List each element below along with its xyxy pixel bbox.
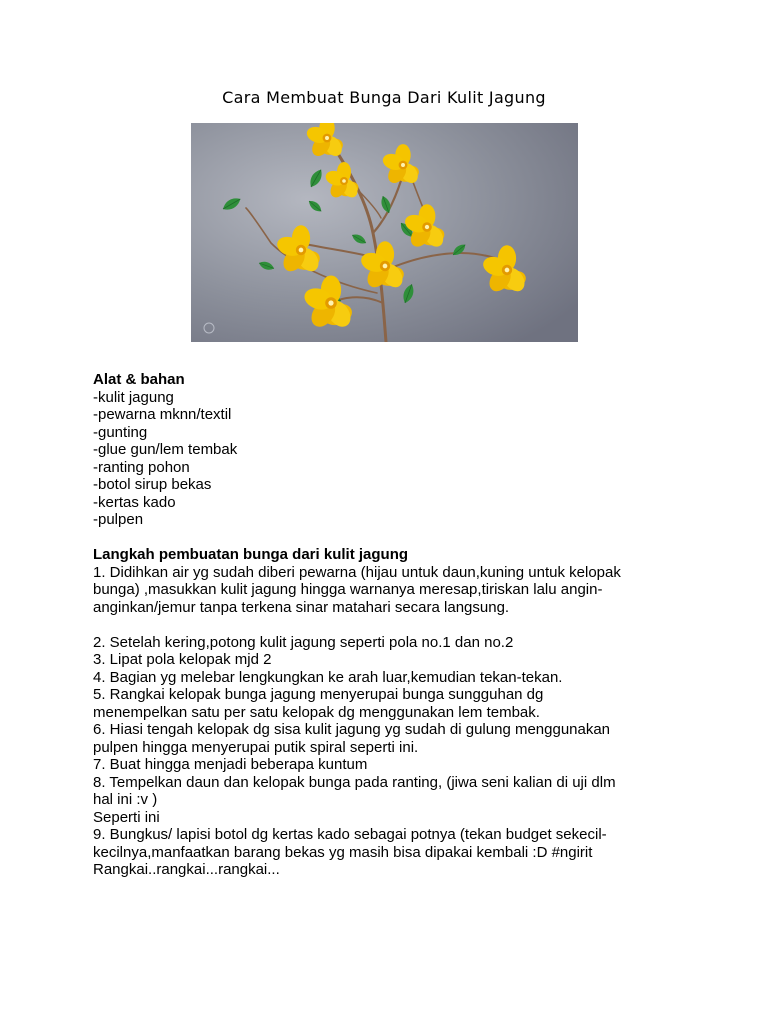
material-item: -gunting <box>93 423 148 441</box>
document-title: Cara Membuat Bunga Dari Kulit Jagung <box>222 88 546 107</box>
step-line: 9. Bungkus/ lapisi botol dg kertas kado sebagai potnya (tekan budget sekecil- <box>93 826 607 843</box>
document-body <box>93 371 693 879</box>
steps-heading: Langkah pembuatan bunga dari kulit jagung <box>93 546 409 563</box>
material-item: -botol sirup bekas <box>93 476 212 493</box>
step-line: Seperti ini <box>93 808 160 826</box>
step-line: 7. Buat hingga menjadi beberapa kuntum <box>93 756 368 773</box>
material-item: -kulit jagung <box>93 388 174 406</box>
material-item: -glue gun/lem tembak <box>93 441 238 458</box>
materials-heading: Alat & bahan <box>93 371 185 388</box>
step-line: 5. Rangkai kelopak bunga jagung menyerupai bunga sungguhan dg <box>93 686 544 703</box>
step-line: kecilnya,manfaatkan barang bekas yg masih bisa dipakai kembali :D #ngirit <box>93 843 593 861</box>
step-line: hal ini :v ) <box>93 791 158 808</box>
step-line: 4. Bagian yg melebar lengkungkan ke arah luar,kemudian tekan-tekan. <box>93 668 563 686</box>
material-item: -pulpen <box>93 511 144 528</box>
step-line: 8. Tempelkan daun dan kelopak bunga pada ranting, (jiwa seni kalian di uji dlm <box>93 773 616 791</box>
material-item: -ranting pohon <box>93 458 190 476</box>
step-line: anginkan/jemur tanpa terkena sinar matahari secara langsung. <box>93 598 510 616</box>
step-line: pulpen hingga menyerupai putik spiral seperti ini. <box>93 738 419 756</box>
material-item: -pewarna mknn/textil <box>93 406 232 423</box>
material-item: -kertas kado <box>93 493 176 511</box>
corn-husk-flower-photo <box>191 123 578 342</box>
step-line: 2. Setelah kering,potong kulit jagung seperti pola no.1 dan no.2 <box>93 633 514 651</box>
step-line: bunga) ,masukkan kulit jagung hingga warnanya meresap,tiriskan lalu angin- <box>93 581 603 598</box>
step-line: menempelkan satu per satu kelopak dg menggunakan lem tembak. <box>93 703 540 721</box>
step-line: 6. Hiasi tengah kelopak dg sisa kulit jagung yg sudah di gulung menggunakan <box>93 721 611 738</box>
step-line: 1. Didihkan air yg sudah diberi pewarna (hijau untuk daun,kuning untuk kelopak <box>93 563 621 581</box>
step-line: 3. Lipat pola kelopak mjd 2 <box>93 651 272 668</box>
step-line: Rangkai..rangkai...rangkai... <box>93 861 280 878</box>
